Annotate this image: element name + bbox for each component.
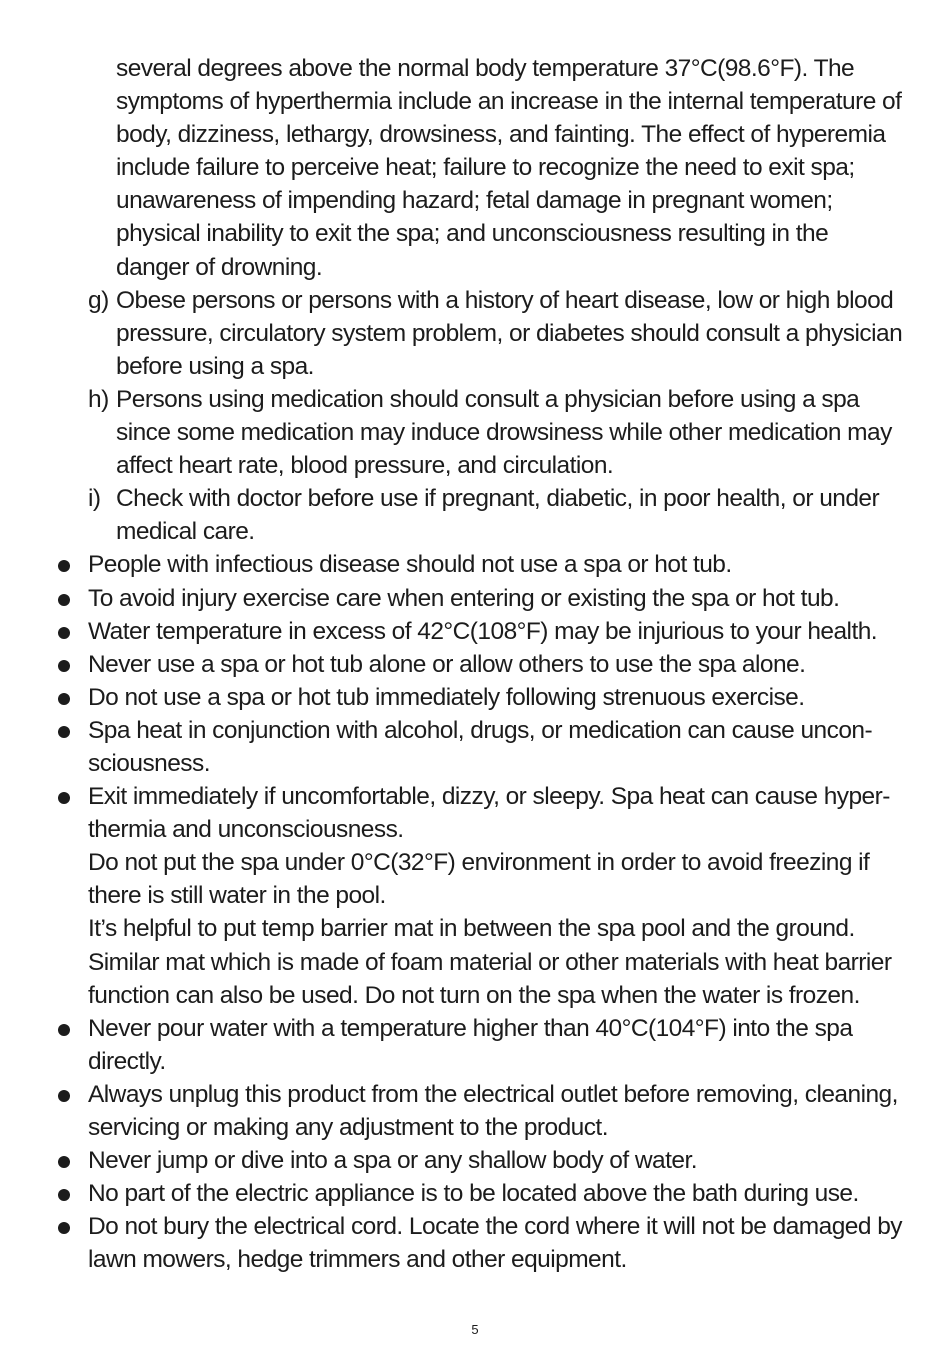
sub-item-marker: g) xyxy=(88,286,109,314)
bullet-icon xyxy=(58,594,70,606)
sub-item-i xyxy=(0,482,906,548)
bullet-icon xyxy=(58,726,70,738)
freezing-note: Do not put the spa under 0°C(32°F) environment in order to avoid freezing if there is still water in the pool. xyxy=(88,849,870,910)
bullet-icon xyxy=(58,792,70,804)
bullet-text: Do not use a spa or hot tub immediately following strenuous exercise. xyxy=(88,683,805,711)
bullet-icon xyxy=(58,1024,70,1036)
bullet-icon xyxy=(58,693,70,705)
bullet-item xyxy=(0,582,906,615)
bullet-text: People with infectious disease should not use a spa or hot tub. xyxy=(88,551,732,579)
bullet-icon xyxy=(58,560,70,572)
bullet-text: Exit immediately if uncomfortable, dizzy, or sleepy. Spa heat can cause hyper-thermia and unconsciousness. xyxy=(88,783,890,844)
sub-item-marker: i) xyxy=(88,485,101,513)
bullet-item xyxy=(0,1144,906,1177)
bullet-icon xyxy=(58,1090,70,1102)
barrier-mat-note: It’s helpful to put temp barrier mat in between the spa pool and the ground. Similar mat which is made of foam material or other materials with heat barrier function can also be used. Do not turn on the spa when the water is frozen. xyxy=(88,915,892,1009)
bullet-text: Always unplug this product from the electrical outlet before removing, cleaning, servicing or making any adjustment to the product. xyxy=(88,1080,898,1141)
bullet-icon xyxy=(58,660,70,672)
bullet-icon xyxy=(58,1189,70,1201)
bullet-text: Water temperature in excess of 42°C(108°F) may be injurious to your health. xyxy=(88,617,878,645)
sub-item-marker: h) xyxy=(88,385,109,413)
bullet-item xyxy=(0,681,906,714)
bullet-icon xyxy=(58,627,70,639)
sub-item-h xyxy=(0,383,906,482)
bullet-text: Never use a spa or hot tub alone or allow others to use the spa alone. xyxy=(88,650,806,678)
bullet-item xyxy=(0,1012,906,1078)
bullet-text: Never jump or dive into a spa or any shallow body of water. xyxy=(88,1147,697,1175)
page-number: 5 xyxy=(471,1322,479,1337)
sub-item-g xyxy=(0,284,906,383)
bullet-text: Never pour water with a temperature higher than 40°C(104°F) into the spa directly. xyxy=(88,1014,853,1075)
bullet-text: Do not bury the electrical cord. Locate the cord where it will not be damaged by lawn mowers, hedge trimmers and other equipment. xyxy=(88,1213,902,1274)
sub-item-text: Check with doctor before use if pregnant, diabetic, in poor health, or under medical care. xyxy=(116,485,880,546)
bullet-item xyxy=(0,714,906,780)
bullet-item xyxy=(0,548,906,581)
bullet-item xyxy=(0,1078,906,1144)
sub-item-text: Persons using medication should consult a physician before using a spa since some medication may induce drowsiness while other medication may affect heart rate, blood pressure, and circulation. xyxy=(116,385,892,480)
sub-item-text: Obese persons or persons with a history of heart disease, low or high blood pressure, circulatory system problem, or diabetes should consult a physician before using a spa. xyxy=(116,286,903,380)
bullet-item xyxy=(0,1177,906,1210)
bullet-icon xyxy=(58,1222,70,1234)
bullet-text: Spa heat in conjunction with alcohol, drugs, or medication can cause uncon-sciousness. xyxy=(88,716,873,777)
bullet-item xyxy=(0,615,906,648)
bullet-item xyxy=(0,1210,906,1276)
bullet-icon xyxy=(58,1156,70,1168)
bullet-item xyxy=(0,648,906,681)
bullet-text: To avoid injury exercise care when entering or existing the spa or hot tub. xyxy=(88,584,840,612)
bullet-item xyxy=(0,780,906,846)
continuation-paragraph: several degrees above the normal body temperature 37°C(98.6°F). The symptoms of hyperthermia include an increase in the internal temperature of body, dizziness, lethargy, drowsiness, and fainting. The effect of hyperemia include failure to perceive heat; failure to recognize the need to exit spa; unawareness of impending hazard; fetal damage in pregnant women; physical inability to exit the spa; and unconsciousness resulting in the danger of drowning. xyxy=(116,55,902,281)
safety-instructions xyxy=(0,52,950,1276)
bullet-text: No part of the electric appliance is to be located above the bath during use. xyxy=(88,1180,859,1208)
